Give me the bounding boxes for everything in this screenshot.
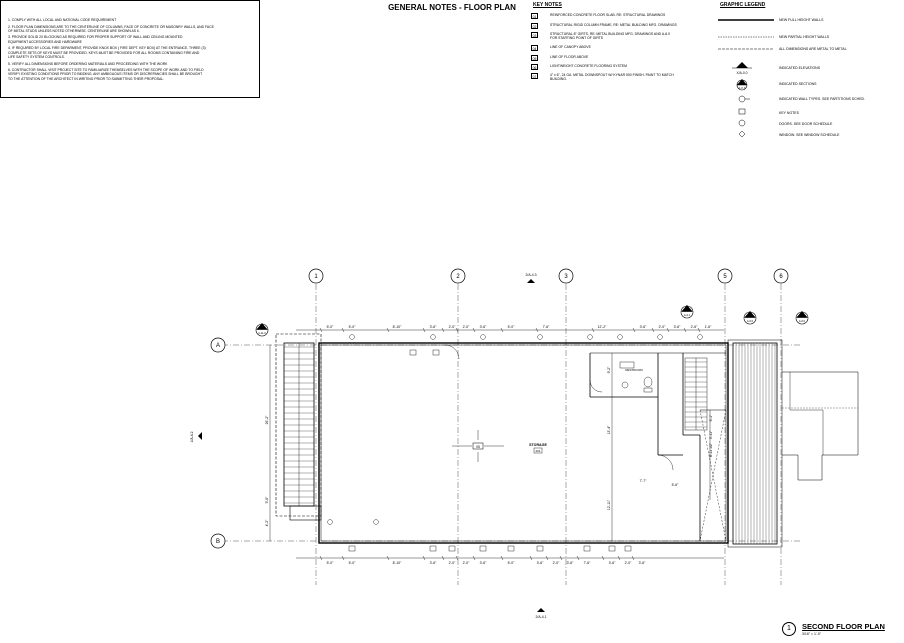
dimension-text: 3'-6" — [638, 561, 646, 565]
dimension-text: 26'-2" — [265, 415, 269, 425]
key-note-tag: 05 — [532, 57, 537, 61]
elevation-tag-top-label: 2/A-4.3 — [525, 273, 537, 277]
dimension-text: 5'-11" — [709, 430, 713, 440]
dimension-text: 8'-10" — [392, 561, 402, 565]
key-note-tag: 03 — [532, 34, 537, 38]
grid-label: 5 — [723, 274, 727, 280]
section-symbol-label: A-X.X — [738, 86, 746, 90]
dimension-text: 9'-2" — [607, 366, 611, 374]
dimension-text: 2'-0" — [658, 325, 666, 329]
dimension-text: 2'-6" — [690, 325, 698, 329]
section-marker-number: 3 — [261, 325, 263, 329]
section-marker-number: 3 — [801, 313, 803, 317]
elevation-tag-bottom — [537, 608, 545, 612]
dimension-text: 7'-7" — [639, 479, 647, 483]
window-tag — [588, 335, 593, 340]
key-note-tag — [537, 546, 543, 551]
dimension-text: 3'-6" — [673, 325, 681, 329]
dimension-text: 3'-6" — [536, 561, 544, 565]
window-tag — [481, 335, 486, 340]
right-stair — [685, 358, 707, 430]
key-note-tag — [430, 546, 436, 551]
section-marker-sheet: A-4.1 — [683, 314, 691, 317]
dimension-text: 5'-0" — [507, 325, 515, 329]
bottom-wall-tags — [328, 520, 631, 551]
dimension-text: 5'-0" — [326, 561, 334, 565]
key-note-text: 4" x 6", 24 GA. METAL DOWNSPOUT W/ KYNAR 500 FINISH. PAINT TO MATCH BUILDING. — [550, 73, 674, 82]
elevation-tag-top — [527, 279, 535, 283]
key-note-tag — [349, 546, 355, 551]
key-note-tag: 07 — [532, 75, 537, 79]
key-note-tag — [433, 350, 439, 355]
drawing-number-bubble: 1 — [782, 622, 796, 636]
legend-item: WINDOW. SEE WINDOW SCHEDULE — [779, 133, 840, 137]
dimension-text: 13'-4" — [607, 425, 611, 435]
key-note-text: LINE OF CANOPY ABOVE — [550, 45, 591, 49]
bottom-dimension-text — [320, 556, 646, 565]
grid-label: A — [215, 343, 221, 349]
dimension-text: 12'-11" — [607, 499, 611, 511]
window-tag — [328, 520, 333, 525]
key-note-tag — [449, 546, 455, 551]
key-note-tag: 06 — [532, 66, 537, 70]
section-marker-sheet: A-11.0 — [258, 332, 266, 335]
window-tag — [538, 335, 543, 340]
top-dimension-text — [320, 325, 712, 332]
dimension-text: 5'-0" — [326, 325, 334, 329]
window-tag — [618, 335, 623, 340]
door-swings — [445, 345, 673, 470]
legend-item: NEW PARTIAL HEIGHT WALLS — [779, 35, 830, 39]
canopy-extension — [782, 372, 858, 480]
elevation-tag-left-label: 1/A-4.2 — [190, 431, 194, 443]
interior-walls — [590, 353, 726, 541]
key-note-tag: 04 — [532, 47, 537, 51]
dimension-text: 12'-2" — [597, 325, 607, 329]
exterior-walls — [319, 343, 728, 543]
key-note-tag — [410, 350, 416, 355]
dimension-lines — [270, 330, 724, 558]
legend-item: INDICATED SECTIONS — [779, 82, 817, 86]
elevation-tag-left — [198, 432, 202, 440]
dimension-text: 5'-0" — [348, 561, 356, 565]
opening-x — [700, 410, 726, 541]
section-marker-number: 1 — [749, 313, 751, 317]
grid-label: 6 — [779, 274, 783, 280]
general-note-item: 5. VERIFY ALL DIMENSIONS BEFORE ORDERING MATERIALS AND PROCEEDING WITH THE WORK — [8, 61, 168, 66]
legend-item: KEY NOTES — [779, 111, 799, 115]
right-dimension-text — [607, 366, 713, 510]
dimension-text: 1'-6" — [704, 325, 712, 329]
general-note-item: 4. IF REQUIRED BY LOCAL FIRE DEPARMENT, PROVIDE KNOX BOX ( FIRE DEPT. KEY BOX) AT THE ENTRANCE, THREE (3) COMPLETE SETS OF KEYS MUST BE PROVIDED. KEYS MUST BE PROVIDED FOR ALL ROOMS CONTAINING FIRE AND LIFE SAFETY SYSTEM CONTROLS. — [8, 46, 206, 59]
window-tag — [350, 335, 355, 340]
general-notes-title: GENERAL NOTES - FLOOR PLAN — [388, 3, 516, 12]
wall-type-tag-label: 05 — [476, 444, 480, 449]
dimension-text: 7'-6" — [583, 561, 591, 565]
dimension-text: 2'-0" — [448, 325, 456, 329]
dimension-text: 5'-6" — [671, 483, 679, 487]
dimension-text: 7'-6" — [542, 325, 550, 329]
canopy-deck-lines — [736, 343, 775, 544]
dimension-text: 3'-6" — [608, 561, 616, 565]
drawing-scale: 3/16" = 1'-0" — [802, 632, 822, 636]
legend-item: ALL DIMENSIONS ARE METAL TO METAL — [779, 47, 847, 51]
drawing-title: SECOND FLOOR PLAN — [802, 622, 885, 631]
dimension-text: 8'-10" — [392, 325, 402, 329]
key-note-text: REINFORCED CONCRETE FLOOR SLAB. RE: STRUCTURAL DRAWINGS — [550, 13, 666, 17]
grid-label: 2 — [456, 274, 460, 280]
general-note-item: 2. FLOOR PLAN DIMENSIONS ARE TO THE CENTERLINE OF COLUMNS, FACE OF CONCRETE OR MASONRY WALLS, AND FACE OF METAL STUDS UNLESS NOTED OTHERWISE. CENTERLINE ARE SHOWN AS ¢. — [8, 24, 214, 33]
dimension-text: 5'-6" — [265, 496, 269, 504]
room-number: 201 — [535, 449, 541, 453]
dimension-text: 2'-0" — [462, 325, 470, 329]
dimension-text: 6'-1" — [709, 414, 713, 422]
dimension-text: 2'-0" — [624, 561, 632, 565]
key-note-text: STRUCTURAL RIGID COLUMN FRAME, RE: METAL BUILDING MFG. DRAWINGS — [550, 23, 677, 27]
elevation-symbol-label: X/A-0.0 — [736, 71, 748, 75]
grid-label: 1 — [314, 274, 318, 280]
dimension-text: 5'-0" — [507, 561, 515, 565]
key-note-tag — [584, 546, 590, 551]
dimension-text: 3'-6" — [639, 325, 647, 329]
window-tag — [658, 335, 663, 340]
key-note-text: LIGHTWEIGHT CONCRETE FLOORING SYSTEM — [550, 64, 627, 68]
dimension-text: 4'-2" — [265, 519, 269, 527]
key-notes-title: KEY NOTES — [533, 2, 562, 8]
dimension-text: 2'-0" — [552, 561, 560, 565]
dimension-text: 8'-11 1/2" — [709, 442, 713, 458]
graphic-legend-title: GRAPHIC LEGEND — [720, 2, 766, 8]
key-note-tag: 01 — [532, 15, 537, 19]
general-note-item: 6. CONTRACTOR SHALL VISIT PROJECT SITE TO FAMILIARIZE THEMSELVES WITH THE SCOPE OF WORK AND TO FIELD VERIFY EXISTING CONDITIONS PRIOR TO BIDDING. ANY AMBIGUOUS ITEMS OR DISCREPANCIES SHALL BE BROUGHT TO THE ATTENTION OF THE ARCHITECT IN WRITING PRIOR TO SUBMITTING THEIR PROPOSAL. — [8, 68, 204, 81]
key-note-tag — [609, 546, 615, 551]
window-tag — [374, 520, 379, 525]
dimension-text: 3'-6" — [479, 561, 487, 565]
window-tag — [431, 335, 436, 340]
dimension-text: 3'-6" — [429, 325, 437, 329]
window-tag — [698, 335, 703, 340]
grid-label: B — [215, 539, 221, 545]
dimension-text: 3'-6" — [566, 561, 574, 565]
key-note-text: STRUCTURAL 8" GIRTS, RE: METAL BUILDING MFG. DRAWINGS AND A-6.0 FOR STARTING POINT OF GIRTS — [550, 32, 670, 41]
key-note-text: LINE OF FLOOR ABOVE — [550, 55, 589, 59]
section-marker-number: 2 — [686, 307, 688, 311]
elevation-tag-bottom-label: 2/A-4.1 — [535, 615, 547, 619]
left-landing — [290, 506, 321, 520]
key-note-tag — [480, 546, 486, 551]
grid-label: 3 — [564, 274, 568, 280]
section-marker-sheet: A-6.0 — [798, 320, 806, 323]
key-note-tag — [508, 546, 514, 551]
legend-item: INDICATED WALL TYPES. SEE PARTITIONS SCHED. — [779, 97, 866, 101]
key-note-tag: 02 — [532, 25, 537, 29]
key-note-tag — [625, 546, 631, 551]
legend-item: INDICATED ELEVATIONS — [779, 66, 821, 70]
dimension-text: 3'-6" — [429, 561, 437, 565]
dimension-text: 3'-6" — [479, 325, 487, 329]
legend-item: DOORS. SEE DOOR SCHEDULE — [779, 122, 833, 126]
dimension-text: 2'-0" — [462, 561, 470, 565]
grid-lines — [222, 284, 800, 585]
restroom-label: RESTROOM — [625, 368, 643, 372]
room-label: STORAGE — [529, 443, 547, 447]
dimension-text: 5'-0" — [348, 325, 356, 329]
general-note-item: 3. PROVIDE SOLID 2X BLOCKING AS REQUIRED FOR PROPER SUPPORT OF WALL AND CEILING MOUNTED EQUIPMENT ACCESSORIES AND HARDWARE — [8, 35, 183, 44]
legend-item: NEW FULL HEIGHT WALLS — [779, 18, 824, 22]
section-marker-sheet: A-6.0 — [746, 320, 754, 323]
restroom-fixtures — [620, 362, 652, 392]
dimension-text: 2'-0" — [448, 561, 456, 565]
left-dimension-text — [265, 415, 269, 526]
general-note-item: 1. COMPLY WITH ALL LOCAL AND NATIONAL CODE REQUIREMENT — [8, 18, 117, 22]
